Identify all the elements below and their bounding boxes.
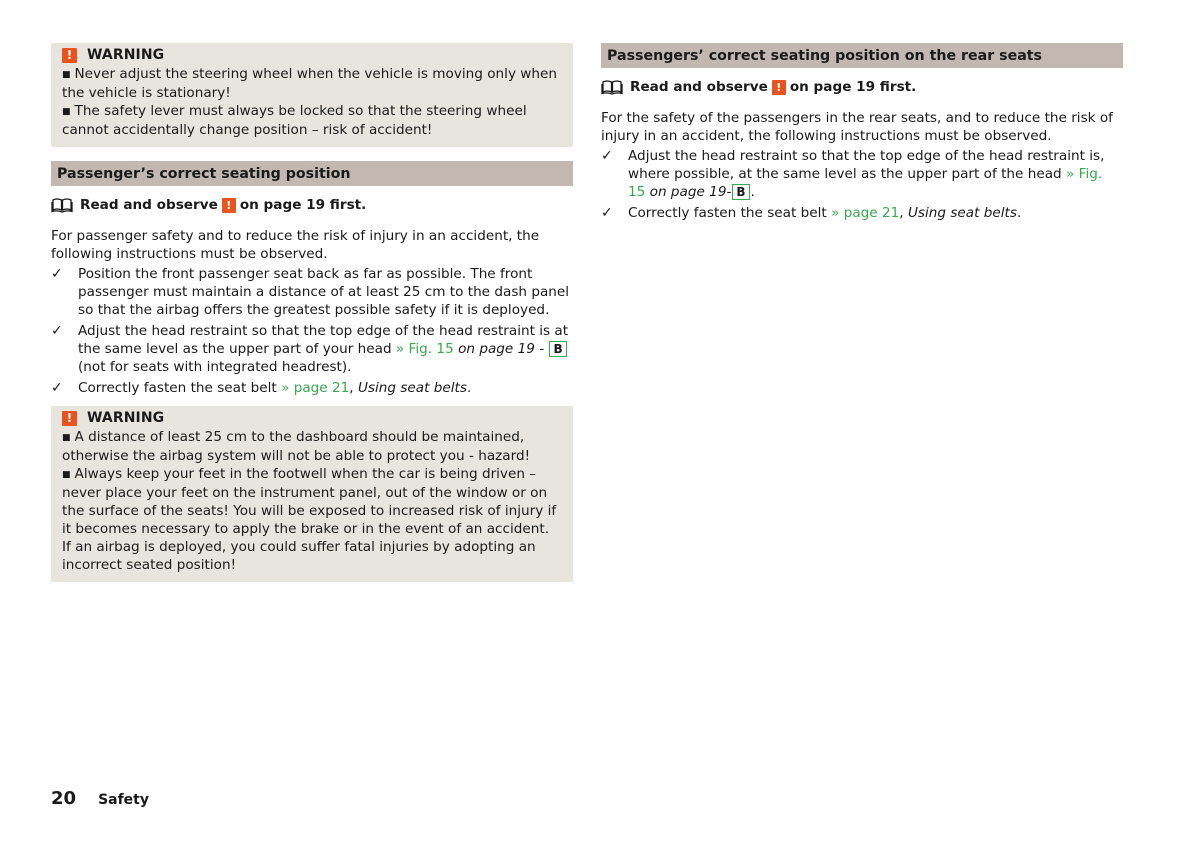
checkmark-icon: ✓	[51, 380, 63, 396]
book-icon	[51, 197, 73, 213]
list-item: ✓ Correctly fasten the seat belt » page 21, Using seat belts.	[601, 205, 1022, 221]
warning-item: ■ The safety lever must always be locked so that the steering wheel cannot accidentally change position – risk of accident!	[62, 103, 527, 138]
warning-icon: !	[222, 198, 236, 213]
left-column	[51, 43, 573, 582]
steering-warning-box	[51, 43, 573, 147]
right-column	[601, 43, 1123, 225]
read-first-note: Read and observe ! on page 19 first.	[51, 195, 573, 215]
bullet-icon: ■	[62, 107, 71, 117]
warning-icon: !	[62, 48, 77, 63]
section-heading: Passengers’ correct seating position on the rear seats	[601, 43, 1123, 68]
warning-item: ■ Always keep your feet in the footwell when the car is being driven – never place your feet on the instrument panel, out of the window or on the surface of the seats! You will be exposed to increased risk of injury if it becomes necessary to apply the brake or in the event of an accident. If an airbag is deployed, you could suffer fatal injuries by adopting an incorrect seated position!	[62, 466, 557, 573]
checkmark-icon: ✓	[601, 205, 613, 221]
checkmark-icon: ✓	[601, 148, 613, 164]
warning-item: ■ Never adjust the steering wheel when the vehicle is moving only when the vehicle is stationary!	[62, 66, 558, 101]
warning-header	[62, 406, 562, 428]
warning-icon: !	[62, 411, 77, 426]
figure-callout-b: B	[732, 184, 749, 200]
list-item: ✓ Position the front passenger seat back as far as possible. The front passenger must maintain a distance of at least 25 cm to the dash panel so that the airbag offers the greatest possible safety if it is deployed.	[51, 266, 570, 318]
instruction-list	[601, 147, 1123, 222]
footer-section-title: Safety	[98, 792, 149, 808]
checkmark-icon: ✓	[51, 323, 63, 339]
list-item: ✓ Correctly fasten the seat belt » page 21, Using seat belts.	[51, 380, 472, 396]
list-item: ✓ Adjust the head restraint so that the top edge of the head restraint is at the same level as the upper part of your head » Fig. 15 on page 19 - B (not for seats with integrated headrest).	[51, 323, 569, 375]
read-first-note: Read and observe ! on page 19 first.	[601, 77, 1123, 97]
seating-warning-box	[51, 406, 573, 582]
page-number: 20	[51, 788, 77, 809]
book-icon	[601, 79, 623, 95]
bullet-icon: ■	[62, 433, 71, 443]
warning-header	[62, 43, 562, 65]
fig-15-link[interactable]: » Fig. 15	[628, 166, 1103, 200]
checkmark-icon: ✓	[51, 266, 63, 282]
intro-paragraph: For passenger safety and to reduce the risk of injury in an accident, the following instructions must be observed.	[51, 228, 540, 262]
page-footer	[51, 788, 149, 809]
warning-title: WARNING	[87, 47, 165, 63]
fig-15-link[interactable]: » Fig. 15	[395, 341, 454, 357]
section-heading: Passenger’s correct seating position	[51, 161, 573, 186]
warning-item: ■ A distance of least 25 cm to the dashboard should be maintained, otherwise the airbag system will not be able to protect you - hazard!	[62, 429, 531, 464]
figure-callout-b: B	[549, 341, 566, 357]
page-21-link[interactable]: » page 21	[281, 380, 350, 396]
bullet-icon: ■	[62, 70, 71, 80]
page-21-link[interactable]: » page 21	[831, 205, 900, 221]
list-item: ✓ Adjust the head restraint so that the top edge of the head restraint is, where possible, at the same level as the upper part of the head » Fig. 15 on page 19- B .	[601, 148, 1105, 200]
bullet-icon: ■	[62, 470, 71, 480]
warning-icon: !	[772, 80, 786, 95]
warning-title: WARNING	[87, 410, 165, 426]
instruction-list	[51, 265, 573, 397]
intro-paragraph: For the safety of the passengers in the rear seats, and to reduce the risk of injury in an accident, the following instructions must be observed.	[601, 110, 1113, 144]
